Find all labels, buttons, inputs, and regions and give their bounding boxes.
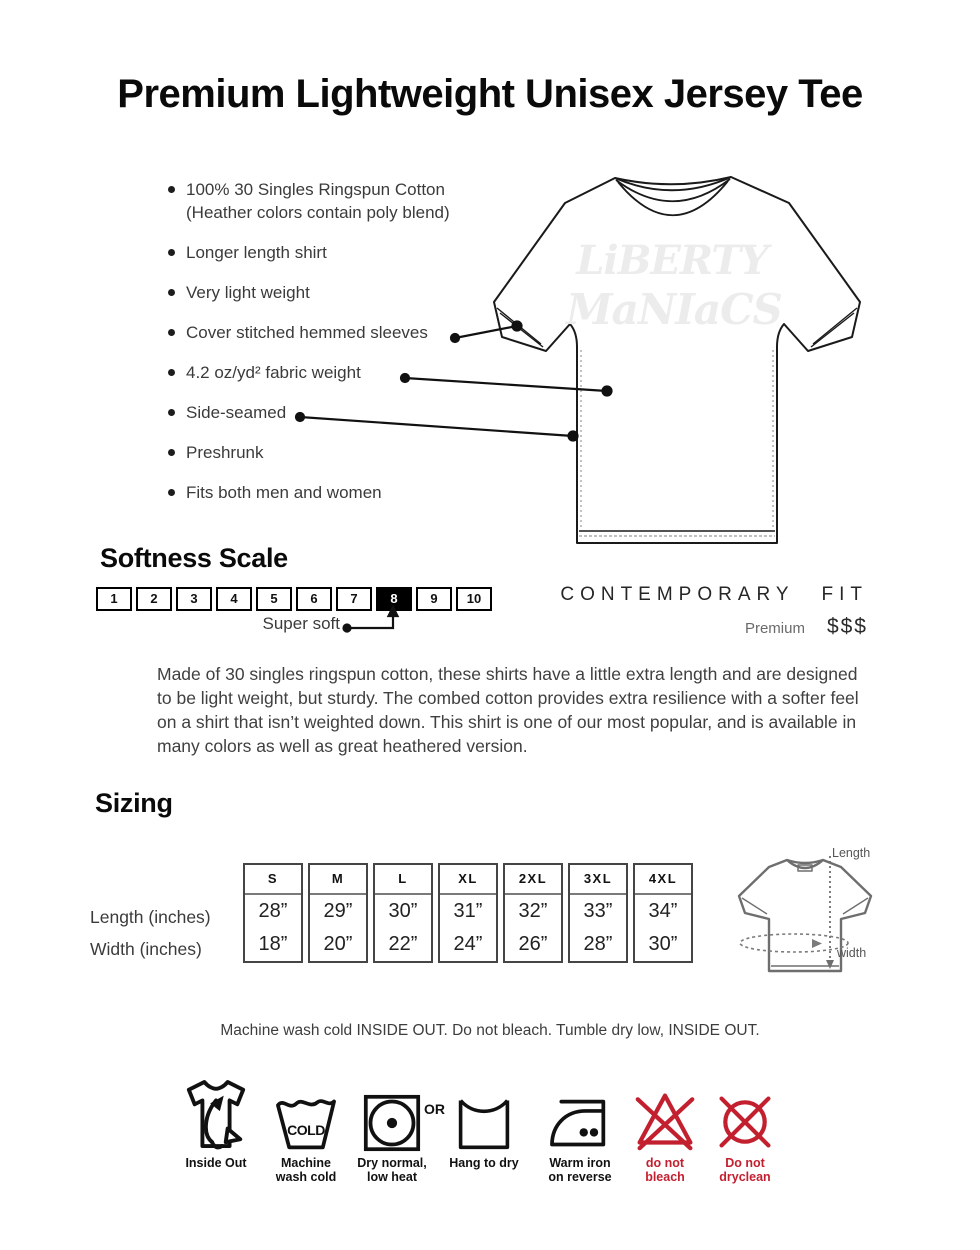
bullet-icon	[168, 249, 175, 256]
super-soft-arrow	[341, 604, 403, 634]
care-item-do-not-bleach: do not bleach	[620, 1078, 710, 1184]
fit-tier: Premium	[744, 620, 805, 637]
or-label: OR	[424, 1101, 445, 1117]
callout-leader-lines	[280, 300, 625, 450]
scale-box-7: 7	[336, 587, 372, 611]
length-label: Length	[832, 846, 871, 860]
softness-scale-heading: Softness Scale	[100, 543, 288, 573]
watermark-line2: MaNIaCS	[566, 285, 782, 334]
size-column-xl: XL 31” 24”	[438, 863, 498, 963]
sizing-heading: Sizing	[95, 788, 173, 818]
fit-block	[560, 584, 868, 639]
bullet-icon	[168, 369, 175, 376]
cold-text: COLD	[287, 1122, 325, 1139]
scale-box-8-selected: 8	[376, 587, 412, 611]
sizing-table	[243, 863, 693, 963]
warm-iron-on-reverse-icon	[547, 1096, 613, 1152]
care-item-hang-to-dry: Hang to dry	[439, 1078, 529, 1170]
hang-to-dry-icon	[457, 1094, 511, 1152]
length-row-label: Length (inches)	[90, 907, 211, 927]
width-row-label: Width (inches)	[90, 939, 202, 959]
page-title: Premium Lightweight Unisex Jersey Tee	[117, 72, 863, 116]
care-instructions-text: Machine wash cold INSIDE OUT. Do not bleach. Tumble dry low, INSIDE OUT.	[220, 1022, 760, 1039]
description-paragraph: Made of 30 singles ringspun cotton, these shirts have a little extra length and are designed to be light weight, but sturdy. The combed cotton provides extra resilience with a softer feel on a shirt that isn’t weighted down. This shirt is one of our most popular, and is available in many colors as well as great heathered version.	[157, 664, 859, 756]
feature-text: Very light weight	[186, 283, 310, 302]
width-label: width	[837, 946, 867, 960]
scale-box-2: 2	[136, 587, 172, 611]
care-item-warm-iron: Warm iron on reverse	[535, 1078, 625, 1184]
feature-text: Cover stitched hemmed sleeves	[186, 323, 428, 342]
size-column-4xl: 4XL 34” 30”	[633, 863, 693, 963]
bullet-icon	[168, 186, 175, 193]
care-item-machine-wash-cold: COLD Machine wash cold	[261, 1078, 351, 1184]
fit-price: $$$	[826, 615, 868, 638]
super-soft-label: Super soft	[262, 614, 340, 633]
dry-normal-low-heat-icon	[363, 1094, 421, 1152]
size-column-s: S 28” 18”	[243, 863, 303, 963]
list-item	[168, 241, 508, 264]
bullet-icon	[168, 289, 175, 296]
feature-text: 100% 30 Singles Ringspun Cotton (Heather colors contain poly blend)	[186, 180, 450, 222]
scale-box-6: 6	[296, 587, 332, 611]
bullet-icon	[168, 489, 175, 496]
list-item	[168, 481, 508, 504]
list-item	[168, 178, 508, 224]
care-item-do-not-dryclean: Do not dryclean	[700, 1078, 790, 1184]
scale-box-1: 1	[96, 587, 132, 611]
feature-text: Preshrunk	[186, 443, 264, 462]
size-column-2xl: 2XL 32” 26”	[503, 863, 563, 963]
feature-text: Side-seamed	[186, 403, 287, 422]
feature-text: Longer length shirt	[186, 243, 327, 262]
scale-box-9: 9	[416, 587, 452, 611]
length-measure-line	[826, 856, 834, 969]
size-column-3xl: 3XL 33” 28”	[568, 863, 628, 963]
size-column-m: M 29” 20”	[308, 863, 368, 963]
fit-label: CONTEMPORARY FIT	[560, 584, 868, 605]
scale-box-5: 5	[256, 587, 292, 611]
bullet-icon	[168, 409, 175, 416]
machine-wash-cold-icon	[274, 1094, 338, 1152]
feature-text: Fits both men and women	[186, 483, 382, 502]
inside-out-icon	[183, 1078, 249, 1152]
scale-box-4: 4	[216, 587, 252, 611]
softness-scale	[96, 587, 492, 611]
bullet-icon	[168, 449, 175, 456]
bullet-icon	[168, 329, 175, 336]
care-item-dry-normal: Dry normal, low heat	[347, 1078, 437, 1184]
measurement-diagram	[725, 840, 885, 985]
width-measure-ellipse	[740, 934, 848, 952]
size-column-l: L 30” 22”	[373, 863, 433, 963]
scale-box-3: 3	[176, 587, 212, 611]
scale-box-10: 10	[456, 587, 492, 611]
feature-text: 4.2 oz/yd² fabric weight	[186, 363, 361, 382]
do-not-dryclean-icon	[715, 1092, 775, 1152]
sizing-row-labels	[90, 901, 211, 965]
watermark-line1: LiBERTY	[576, 237, 768, 284]
care-item-inside-out: Inside Out	[171, 1078, 261, 1170]
do-not-bleach-icon	[634, 1088, 696, 1152]
